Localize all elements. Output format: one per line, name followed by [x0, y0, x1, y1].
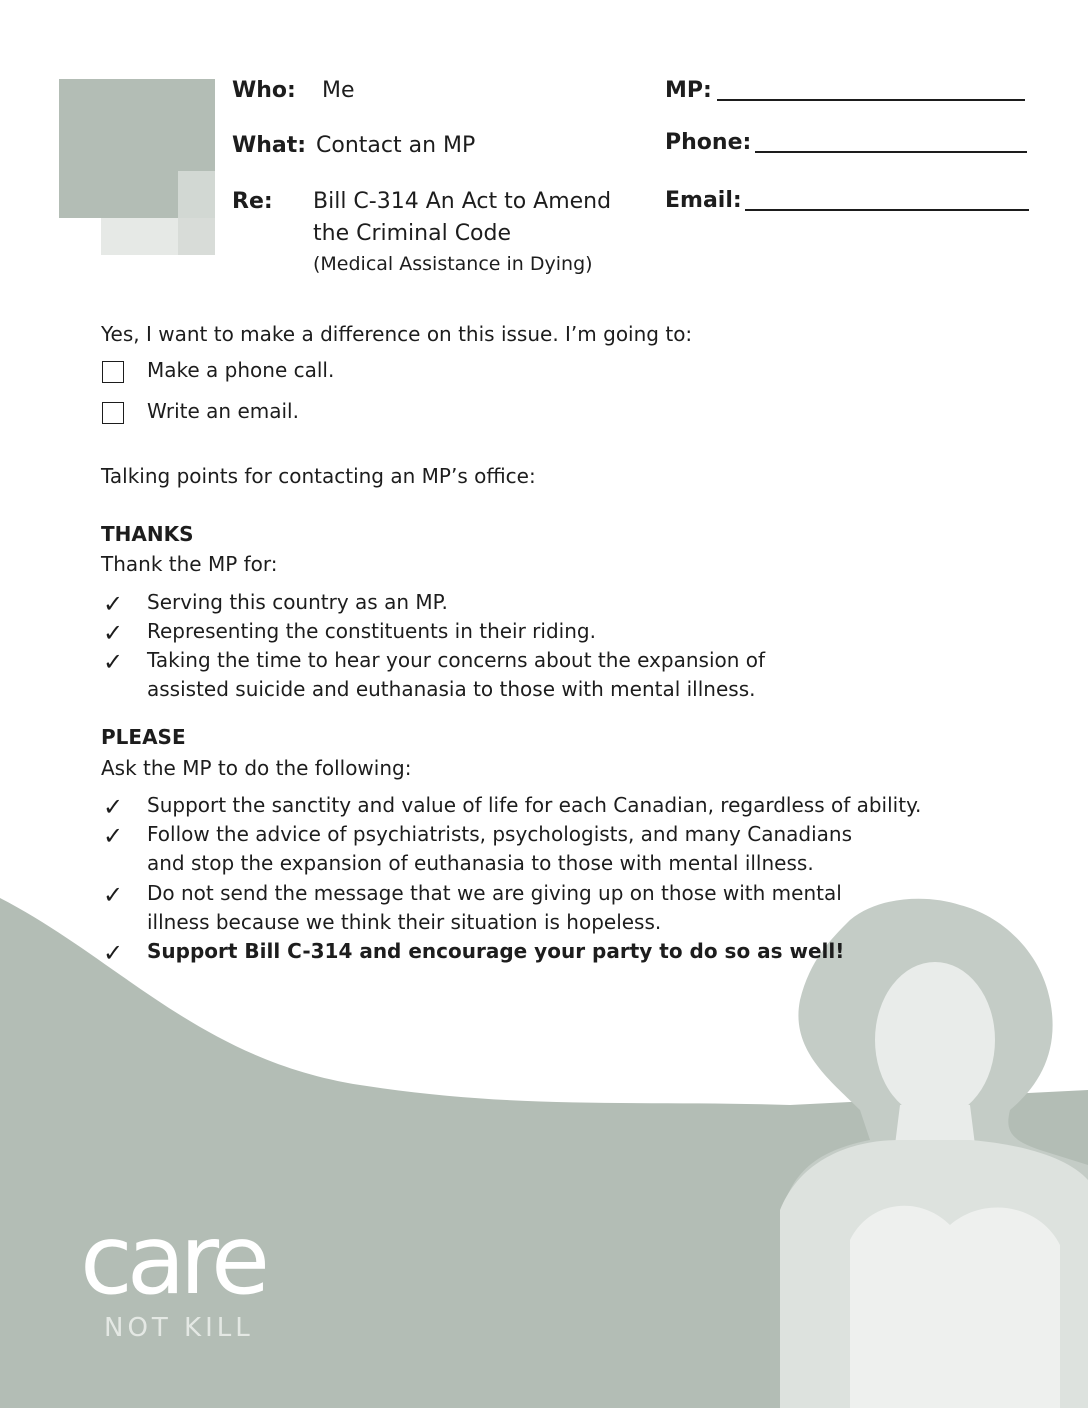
please-item-2-line-2: and stop the expansion of euthanasia to those with mental illness.	[147, 851, 814, 875]
please-item-3-line-1: Do not send the message that we are giving up on those with mental	[147, 881, 842, 905]
intro-text: Yes, I want to make a difference on this issue. I’m going to:	[101, 322, 693, 346]
please-heading: PLEASE	[101, 725, 186, 749]
mp-field[interactable]	[717, 99, 1025, 101]
thanks-item-3-line-1: Taking the time to hear your concerns about the expansion of	[147, 648, 766, 672]
please-item-2-line-1: Follow the advice of psychiatrists, psychologists, and many Canadians	[147, 822, 853, 846]
re-label: Re:	[232, 189, 273, 214]
thanks-item-2: Representing the constituents in their riding.	[147, 619, 596, 643]
who-value: Me	[322, 78, 355, 103]
mp-label: MP:	[665, 78, 712, 103]
option-email-label: Write an email.	[147, 399, 299, 423]
thanks-item-1: Serving this country as an MP.	[147, 590, 448, 614]
option-phone-label: Make a phone call.	[147, 358, 335, 382]
phone-label: Phone:	[665, 130, 752, 155]
email-label: Email:	[665, 188, 742, 213]
decor-square-mid	[178, 171, 215, 218]
who-label: Who:	[232, 78, 296, 103]
what-label: What:	[232, 133, 307, 158]
check-icon: ✓	[103, 822, 124, 850]
please-item-1: Support the sanctity and value of life for each Canadian, regardless of ability.	[147, 793, 922, 817]
thanks-lead: Thank the MP for:	[101, 552, 278, 576]
check-icon: ✓	[103, 939, 124, 967]
phone-field[interactable]	[755, 151, 1027, 153]
talking-points-intro: Talking points for contacting an MP’s office:	[101, 464, 536, 488]
check-icon: ✓	[103, 648, 124, 676]
phone-call-checkbox[interactable]	[102, 361, 124, 383]
check-icon: ✓	[103, 619, 124, 647]
thanks-heading: THANKS	[101, 522, 194, 546]
what-value: Contact an MP	[316, 133, 476, 158]
care-logo: care	[80, 1204, 265, 1316]
decor-square-small	[178, 218, 215, 255]
re-line-2: the Criminal Code	[313, 221, 512, 246]
email-field[interactable]	[745, 209, 1029, 211]
check-icon: ✓	[103, 793, 124, 821]
re-line-3: (Medical Assistance in Dying)	[313, 253, 593, 275]
not-kill-tagline: NOT KILL	[104, 1313, 254, 1343]
please-item-4: Support Bill C-314 and encourage your party to do so as well!	[147, 939, 845, 963]
thanks-item-3-line-2: assisted suicide and euthanasia to those with mental illness.	[147, 677, 756, 701]
please-item-3-line-2: illness because we think their situation is hopeless.	[147, 910, 662, 934]
email-checkbox[interactable]	[102, 402, 124, 424]
check-icon: ✓	[103, 590, 124, 618]
please-lead: Ask the MP to do the following:	[101, 756, 412, 780]
check-icon: ✓	[103, 881, 124, 909]
re-line-1: Bill C-314 An Act to Amend	[313, 189, 612, 214]
